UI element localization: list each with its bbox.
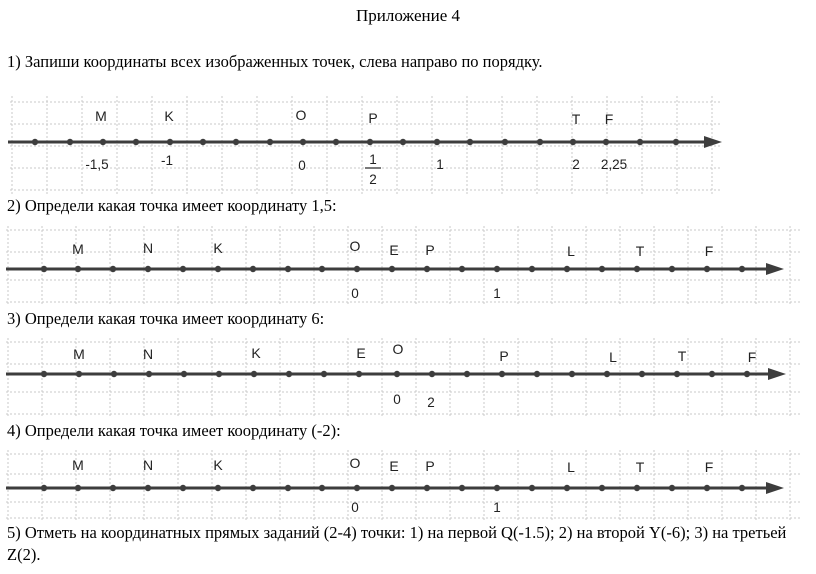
fraction-numerator: 1 [369,152,377,167]
point-label: K [213,457,223,473]
coord-label: 0 [393,392,401,407]
coord-label: 1 [436,157,444,172]
coord-label: 1 [493,500,501,515]
point-label: F [747,349,757,365]
number-line-3 [0,334,816,420]
task-1-text: 1) Запиши координаты всех изображенных точек, слева направо по порядку. [7,52,543,71]
point-label: O [349,455,361,471]
tick-dots [41,266,745,272]
point-label: P [368,110,378,126]
tick-dots [41,485,745,491]
point-label: K [251,345,261,361]
number-line-4 [0,446,816,522]
point-label: O [349,238,361,254]
coord-label: 2,25 [600,157,628,172]
point-label: N [142,240,154,256]
fraction-denominator: 2 [369,172,377,187]
coord-label: 2 [572,157,580,172]
coord-label: -1 [160,153,174,168]
point-label: T [635,243,645,259]
point-label: N [142,346,154,362]
coord-label: 2 [427,395,435,410]
point-label: M [72,457,84,473]
task-2-text: 2) Определи какая точка имеет координату 1,5: [7,196,337,215]
point-label: O [295,107,307,123]
coord-label: -1,5 [85,157,109,172]
point-label: M [73,346,85,362]
point-label: P [499,348,509,364]
task-3-text: 3) Определи какая точка имеет координату 6: [7,309,325,328]
point-label: M [72,241,84,257]
point-label: E [356,345,366,361]
point-label: O [392,341,404,357]
point-label: M [95,108,107,124]
coord-label: 0 [351,500,359,515]
page-title: Приложение 4 [356,6,460,25]
point-label: F [604,111,614,127]
number-line-2 [0,222,816,308]
axis-arrow-icon [766,263,784,275]
point-label: F [704,459,714,475]
coord-label: 0 [298,158,306,173]
point-label: K [213,240,223,256]
task-5-text: 5) Отметь на координатных прямых заданий (2-4) точки: 1) на первой Q(-1.5); 2) на второй Y(-6); 3) на третьей Z(2). [7,523,787,564]
axis-arrow-icon [766,482,784,494]
axis-arrow-icon [768,368,786,380]
point-label: T [677,348,687,364]
point-label: T [571,111,581,127]
tick-dots [41,371,750,377]
point-label: F [704,243,714,259]
number-line-1 [0,92,816,198]
point-label: N [142,457,154,473]
task-4-text: 4) Определи какая точка имеет координату (-2): [7,421,341,440]
point-label: L [567,243,575,259]
coord-label: 1 [493,286,501,301]
point-label: K [164,108,174,124]
point-label: P [425,242,435,258]
point-label: L [609,349,617,365]
point-label: P [425,458,435,474]
point-label: E [389,458,399,474]
point-label: T [635,459,645,475]
point-label: L [567,459,575,475]
point-label: E [389,242,399,258]
coord-label: 0 [351,286,359,301]
